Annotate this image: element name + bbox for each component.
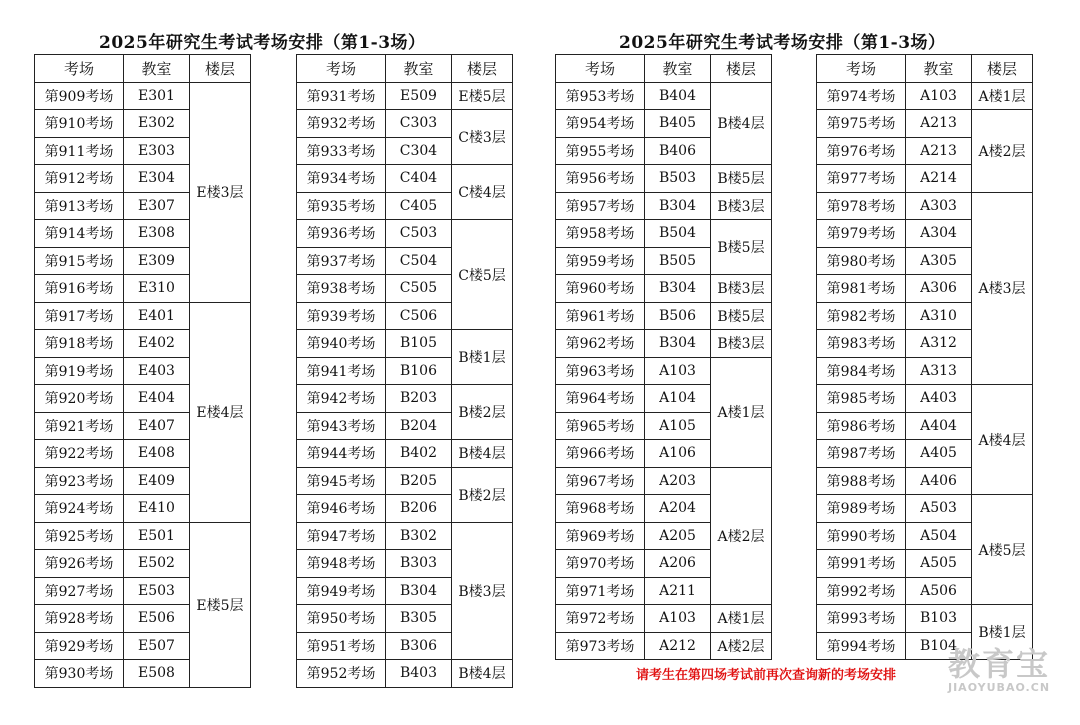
exam-room-cell: 第912考场: [35, 165, 124, 193]
exam-room-cell: 第914考场: [35, 220, 124, 248]
table-body: [35, 82, 251, 687]
classroom-cell: A506: [906, 577, 972, 605]
exam-room-cell: 第966考场: [556, 440, 645, 468]
table-row: [297, 82, 513, 110]
exam-room-cell: 第913考场: [35, 192, 124, 220]
exam-room-cell: 第985考场: [817, 385, 906, 413]
table-row: [556, 330, 772, 358]
exam-room-cell: 第951考场: [297, 632, 386, 660]
exam-room-cell: 第948考场: [297, 550, 386, 578]
classroom-cell: E501: [124, 522, 190, 550]
exam-room-cell: 第956考场: [556, 165, 645, 193]
table-row: [297, 660, 513, 688]
classroom-cell: B106: [386, 357, 452, 385]
table-row: [556, 605, 772, 633]
exam-room-cell: 第918考场: [35, 330, 124, 358]
table-body: [297, 82, 513, 687]
header-floor: 楼层: [452, 55, 513, 83]
classroom-cell: E402: [124, 330, 190, 358]
exam-room-cell: 第968考场: [556, 495, 645, 523]
exam-room-cell: 第989考场: [817, 495, 906, 523]
classroom-cell: B406: [645, 137, 711, 165]
table-row: [556, 192, 772, 220]
exam-room-cell: 第983考场: [817, 330, 906, 358]
table-row: [556, 302, 772, 330]
table-row: [35, 82, 251, 110]
floor-cell: B楼4层: [711, 82, 772, 165]
table-row: [556, 220, 772, 248]
exam-room-cell: 第909考场: [35, 82, 124, 110]
classroom-cell: E508: [124, 660, 190, 688]
watermark-text: 教育宝: [948, 645, 1051, 683]
classroom-cell: A406: [906, 467, 972, 495]
exam-room-cell: 第947考场: [297, 522, 386, 550]
classroom-cell: A403: [906, 385, 972, 413]
classroom-cell: A310: [906, 302, 972, 330]
classroom-cell: C503: [386, 220, 452, 248]
classroom-cell: B304: [645, 192, 711, 220]
classroom-cell: A213: [906, 137, 972, 165]
floor-cell: A楼4层: [972, 385, 1033, 495]
classroom-cell: E303: [124, 137, 190, 165]
table-header: [556, 55, 772, 83]
floor-cell: B楼1层: [452, 330, 513, 385]
classroom-cell: B505: [645, 247, 711, 275]
classroom-cell: A404: [906, 412, 972, 440]
exam-room-cell: 第934考场: [297, 165, 386, 193]
exam-room-cell: 第923考场: [35, 467, 124, 495]
exam-room-cell: 第967考场: [556, 467, 645, 495]
floor-cell: B楼3层: [711, 330, 772, 358]
classroom-cell: A312: [906, 330, 972, 358]
table-row: [817, 82, 1033, 110]
floor-cell: B楼2层: [452, 467, 513, 522]
floor-cell: A楼5层: [972, 495, 1033, 605]
classroom-cell: E309: [124, 247, 190, 275]
exam-room-cell: 第945考场: [297, 467, 386, 495]
classroom-cell: E401: [124, 302, 190, 330]
floor-cell: E楼5层: [452, 82, 513, 110]
classroom-cell: E407: [124, 412, 190, 440]
exam-room-cell: 第957考场: [556, 192, 645, 220]
exam-room-cell: 第924考场: [35, 495, 124, 523]
floor-cell: C楼4层: [452, 165, 513, 220]
classroom-cell: A103: [906, 82, 972, 110]
floor-cell: A楼1层: [972, 82, 1033, 110]
exam-room-cell: 第925考场: [35, 522, 124, 550]
exam-room-cell: 第919考场: [35, 357, 124, 385]
table-row: [35, 302, 251, 330]
table-row: [817, 385, 1033, 413]
exam-room-cell: 第941考场: [297, 357, 386, 385]
exam-room-cell: 第990考场: [817, 522, 906, 550]
exam-room-cell: 第972考场: [556, 605, 645, 633]
exam-room-cell: 第938考场: [297, 275, 386, 303]
classroom-cell: B204: [386, 412, 452, 440]
classroom-cell: B103: [906, 605, 972, 633]
header-classroom: 教室: [124, 55, 190, 83]
exam-room-cell: 第942考场: [297, 385, 386, 413]
exam-room-cell: 第984考场: [817, 357, 906, 385]
exam-room-cell: 第935考场: [297, 192, 386, 220]
classroom-cell: B405: [645, 110, 711, 138]
header-floor: 楼层: [711, 55, 772, 83]
classroom-cell: A405: [906, 440, 972, 468]
exam-room-cell: 第973考场: [556, 632, 645, 660]
exam-room-cell: 第937考场: [297, 247, 386, 275]
classroom-cell: E502: [124, 550, 190, 578]
header-exam-room: 考场: [35, 55, 124, 83]
classroom-cell: B305: [386, 605, 452, 633]
table-row: [297, 467, 513, 495]
classroom-cell: C505: [386, 275, 452, 303]
exam-room-table-2: [296, 54, 513, 688]
classroom-cell: E307: [124, 192, 190, 220]
classroom-cell: A203: [645, 467, 711, 495]
classroom-cell: A204: [645, 495, 711, 523]
exam-room-cell: 第993考场: [817, 605, 906, 633]
classroom-cell: B205: [386, 467, 452, 495]
classroom-cell: E403: [124, 357, 190, 385]
floor-cell: B楼3层: [711, 275, 772, 303]
exam-room-cell: 第952考场: [297, 660, 386, 688]
classroom-cell: B503: [645, 165, 711, 193]
classroom-cell: A313: [906, 357, 972, 385]
classroom-cell: A205: [645, 522, 711, 550]
floor-cell: B楼3层: [452, 522, 513, 660]
classroom-cell: B304: [645, 275, 711, 303]
floor-cell: B楼5层: [711, 302, 772, 330]
classroom-cell: B304: [645, 330, 711, 358]
classroom-cell: E308: [124, 220, 190, 248]
table-body: [817, 82, 1033, 660]
classroom-cell: A211: [645, 577, 711, 605]
table-row: [817, 495, 1033, 523]
table-row: [297, 110, 513, 138]
watermark-logo: [948, 645, 1051, 694]
classroom-cell: E301: [124, 82, 190, 110]
floor-cell: A楼2层: [711, 632, 772, 660]
exam-room-table-4: [816, 54, 1033, 660]
exam-room-cell: 第949考场: [297, 577, 386, 605]
exam-room-cell: 第915考场: [35, 247, 124, 275]
table-header: [297, 55, 513, 83]
exam-room-cell: 第940考场: [297, 330, 386, 358]
watermark-domain: JIAOYUBAO.CN: [948, 681, 1051, 694]
floor-cell: C楼3层: [452, 110, 513, 165]
exam-room-cell: 第928考场: [35, 605, 124, 633]
exam-room-cell: 第929考场: [35, 632, 124, 660]
table-row: [556, 82, 772, 110]
exam-room-cell: 第964考场: [556, 385, 645, 413]
classroom-cell: A103: [645, 605, 711, 633]
exam-room-cell: 第980考场: [817, 247, 906, 275]
exam-room-cell: 第982考场: [817, 302, 906, 330]
exam-room-cell: 第978考场: [817, 192, 906, 220]
floor-cell: A楼1层: [711, 605, 772, 633]
exam-room-cell: 第936考场: [297, 220, 386, 248]
classroom-cell: A305: [906, 247, 972, 275]
exam-room-cell: 第991考场: [817, 550, 906, 578]
classroom-cell: B504: [645, 220, 711, 248]
floor-cell: B楼1层: [972, 605, 1033, 660]
classroom-cell: A503: [906, 495, 972, 523]
classroom-cell: C506: [386, 302, 452, 330]
exam-room-cell: 第920考场: [35, 385, 124, 413]
classroom-cell: E503: [124, 577, 190, 605]
classroom-cell: B206: [386, 495, 452, 523]
floor-cell: B楼4层: [452, 660, 513, 688]
page-title-right: 2025年研究生考试考场安排（第1-3场）: [619, 33, 946, 53]
exam-room-cell: 第950考场: [297, 605, 386, 633]
table-row: [556, 165, 772, 193]
exam-room-cell: 第930考场: [35, 660, 124, 688]
exam-room-cell: 第975考场: [817, 110, 906, 138]
floor-cell: B楼2层: [452, 385, 513, 440]
exam-room-cell: 第944考场: [297, 440, 386, 468]
table-header: [817, 55, 1033, 83]
classroom-cell: E408: [124, 440, 190, 468]
header-floor: 楼层: [190, 55, 251, 83]
exam-room-cell: 第961考场: [556, 302, 645, 330]
exam-room-cell: 第992考场: [817, 577, 906, 605]
classroom-cell: A103: [645, 357, 711, 385]
classroom-cell: A505: [906, 550, 972, 578]
table-row: [556, 275, 772, 303]
exam-room-cell: 第939考场: [297, 302, 386, 330]
exam-room-cell: 第960考场: [556, 275, 645, 303]
floor-cell: A楼2层: [711, 467, 772, 605]
classroom-cell: B303: [386, 550, 452, 578]
classroom-cell: C405: [386, 192, 452, 220]
exam-room-cell: 第959考场: [556, 247, 645, 275]
classroom-cell: B105: [386, 330, 452, 358]
classroom-cell: A106: [645, 440, 711, 468]
classroom-cell: E404: [124, 385, 190, 413]
header-classroom: 教室: [386, 55, 452, 83]
exam-room-cell: 第974考场: [817, 82, 906, 110]
classroom-cell: A104: [645, 385, 711, 413]
classroom-cell: C303: [386, 110, 452, 138]
exam-room-cell: 第933考场: [297, 137, 386, 165]
exam-room-cell: 第955考场: [556, 137, 645, 165]
notice-text: 请考生在第四场考试前再次查询新的考场安排: [636, 668, 897, 683]
exam-room-cell: 第986考场: [817, 412, 906, 440]
exam-room-cell: 第971考场: [556, 577, 645, 605]
exam-room-cell: 第988考场: [817, 467, 906, 495]
classroom-cell: A213: [906, 110, 972, 138]
classroom-cell: A303: [906, 192, 972, 220]
classroom-cell: B203: [386, 385, 452, 413]
classroom-cell: E509: [386, 82, 452, 110]
exam-room-cell: 第981考场: [817, 275, 906, 303]
floor-cell: B楼5层: [711, 220, 772, 275]
classroom-cell: B404: [645, 82, 711, 110]
classroom-cell: E310: [124, 275, 190, 303]
exam-room-cell: 第970考场: [556, 550, 645, 578]
exam-room-cell: 第969考场: [556, 522, 645, 550]
table-body: [556, 82, 772, 660]
exam-room-cell: 第910考场: [35, 110, 124, 138]
table-row: [297, 330, 513, 358]
exam-room-cell: 第958考场: [556, 220, 645, 248]
classroom-cell: A206: [645, 550, 711, 578]
classroom-cell: E302: [124, 110, 190, 138]
exam-room-cell: 第943考场: [297, 412, 386, 440]
header-exam-room: 考场: [297, 55, 386, 83]
floor-cell: B楼5层: [711, 165, 772, 193]
floor-cell: A楼1层: [711, 357, 772, 467]
classroom-cell: A306: [906, 275, 972, 303]
classroom-cell: E506: [124, 605, 190, 633]
floor-cell: A楼3层: [972, 192, 1033, 385]
exam-room-cell: 第979考场: [817, 220, 906, 248]
exam-room-cell: 第917考场: [35, 302, 124, 330]
exam-room-cell: 第931考场: [297, 82, 386, 110]
classroom-cell: C304: [386, 137, 452, 165]
exam-room-cell: 第987考场: [817, 440, 906, 468]
exam-room-cell: 第926考场: [35, 550, 124, 578]
floor-cell: A楼2层: [972, 110, 1033, 193]
classroom-cell: B304: [386, 577, 452, 605]
exam-room-cell: 第976考场: [817, 137, 906, 165]
exam-room-cell: 第916考场: [35, 275, 124, 303]
exam-room-cell: 第965考场: [556, 412, 645, 440]
header-floor: 楼层: [972, 55, 1033, 83]
exam-room-cell: 第963考场: [556, 357, 645, 385]
exam-room-cell: 第921考场: [35, 412, 124, 440]
table-row: [297, 220, 513, 248]
classroom-cell: E409: [124, 467, 190, 495]
classroom-cell: B306: [386, 632, 452, 660]
table-row: [297, 440, 513, 468]
exam-room-cell: 第962考场: [556, 330, 645, 358]
header-exam-room: 考场: [556, 55, 645, 83]
table-row: [297, 385, 513, 413]
classroom-cell: B302: [386, 522, 452, 550]
exam-room-cell: 第927考场: [35, 577, 124, 605]
classroom-cell: B506: [645, 302, 711, 330]
table-row: [556, 357, 772, 385]
page-title-left: 2025年研究生考试考场安排（第1-3场）: [99, 33, 426, 53]
classroom-cell: C504: [386, 247, 452, 275]
exam-room-cell: 第953考场: [556, 82, 645, 110]
table-header: [35, 55, 251, 83]
classroom-cell: C404: [386, 165, 452, 193]
classroom-cell: B403: [386, 660, 452, 688]
classroom-cell: A214: [906, 165, 972, 193]
exam-room-cell: 第911考场: [35, 137, 124, 165]
table-row: [817, 110, 1033, 138]
exam-room-cell: 第994考场: [817, 632, 906, 660]
classroom-cell: B402: [386, 440, 452, 468]
table-row: [35, 522, 251, 550]
table-row: [556, 467, 772, 495]
exam-room-cell: 第932考场: [297, 110, 386, 138]
floor-cell: E楼3层: [190, 82, 251, 302]
classroom-cell: E304: [124, 165, 190, 193]
table-row: [817, 192, 1033, 220]
table-row: [297, 522, 513, 550]
floor-cell: B楼3层: [711, 192, 772, 220]
table-row: [817, 605, 1033, 633]
classroom-cell: A504: [906, 522, 972, 550]
floor-cell: B楼4层: [452, 440, 513, 468]
classroom-cell: E410: [124, 495, 190, 523]
exam-room-cell: 第946考场: [297, 495, 386, 523]
header-classroom: 教室: [645, 55, 711, 83]
classroom-cell: A304: [906, 220, 972, 248]
table-row: [556, 632, 772, 660]
header-classroom: 教室: [906, 55, 972, 83]
floor-cell: E楼5层: [190, 522, 251, 687]
exam-room-table-1: [34, 54, 251, 688]
header-exam-room: 考场: [817, 55, 906, 83]
floor-cell: E楼4层: [190, 302, 251, 522]
exam-room-cell: 第977考场: [817, 165, 906, 193]
exam-room-table-3: [555, 54, 772, 660]
table-row: [297, 165, 513, 193]
exam-room-cell: 第922考场: [35, 440, 124, 468]
exam-room-cell: 第954考场: [556, 110, 645, 138]
classroom-cell: E507: [124, 632, 190, 660]
classroom-cell: A105: [645, 412, 711, 440]
floor-cell: C楼5层: [452, 220, 513, 330]
classroom-cell: A212: [645, 632, 711, 660]
classroom-cell: B104: [906, 632, 972, 660]
